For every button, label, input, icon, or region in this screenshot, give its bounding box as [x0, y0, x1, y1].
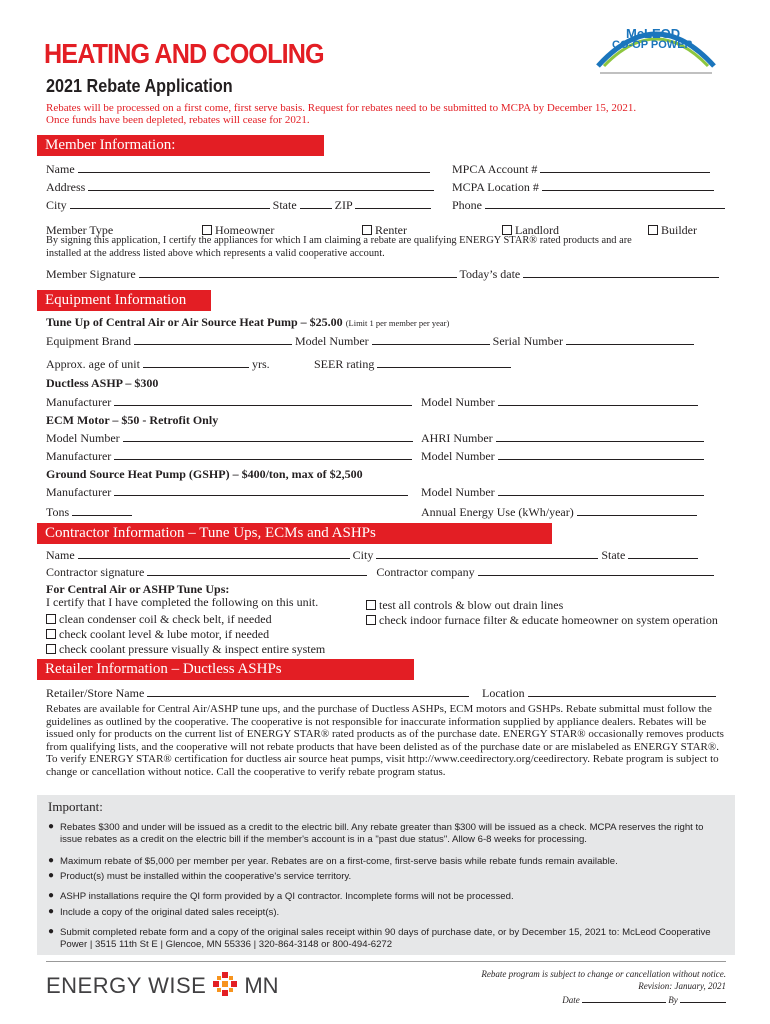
retailer-store-row: [46, 686, 469, 701]
ecm-model-field[interactable]: [123, 431, 413, 442]
phone-label: Phone: [452, 198, 482, 212]
zip-label: ZIP: [334, 198, 353, 212]
tuneup-model-field[interactable]: [372, 334, 490, 345]
gshp-manufacturer-label: Manufacturer: [46, 485, 112, 499]
state-field[interactable]: [300, 198, 332, 209]
important-bullet-text: Submit completed rebate form and a copy of the original sales receipt within 90 days of purchase date, or by December 15, 2021 to: McLeod Cooperative Power | 3515 11th St E | Glencoe, MN 55336 | 320-864-3148 or 800-494-6272: [60, 927, 711, 950]
ecm-title: ECM Motor – $50 - Retrofit Only: [46, 413, 219, 427]
office-date-field[interactable]: [582, 994, 666, 1003]
location-field[interactable]: [542, 180, 714, 191]
certify-line-2: installed at the address listed above which represents a valid cooperative account.: [46, 248, 385, 259]
seer-field[interactable]: [377, 357, 511, 368]
gshp-manufacturer-field[interactable]: [114, 485, 408, 496]
zip-field[interactable]: [355, 198, 431, 209]
important-bullet: [48, 891, 728, 903]
important-bullet: [48, 856, 728, 868]
address-field[interactable]: [88, 180, 434, 191]
condenser-label: clean condenser coil & check belt, if needed: [59, 612, 272, 626]
age-row: [46, 357, 270, 372]
contractor-city-field[interactable]: [376, 548, 598, 559]
member-signature-field[interactable]: [139, 267, 457, 278]
footer-note-2: Revision: January, 2021: [638, 981, 726, 991]
coolant-level-label: check coolant level & lube motor, if needed: [59, 627, 270, 641]
retailer-location-field[interactable]: [528, 686, 716, 697]
contractor-name-row: [46, 548, 698, 563]
member-signature-label: Member Signature: [46, 267, 136, 281]
member-type-label: Member Type: [46, 223, 114, 237]
city-field[interactable]: [70, 198, 270, 209]
name-field[interactable]: [78, 162, 430, 173]
coolant-pressure-label: check coolant pressure visually & inspect entire system: [59, 642, 326, 656]
office-by-field[interactable]: [680, 994, 726, 1003]
contractor-signature-row: [46, 565, 714, 580]
coolant-pressure-checkbox[interactable]: [46, 644, 56, 654]
bullet-icon: ●: [48, 855, 55, 866]
notice-line-2: Once funds have been depleted, rebates will cease for 2021.: [46, 114, 310, 126]
today-date-field[interactable]: [523, 267, 719, 278]
name-label: Name: [46, 162, 75, 176]
seer-row: [314, 357, 511, 372]
serial-field[interactable]: [566, 334, 694, 345]
member-signature-row: [46, 267, 719, 282]
ecm-model-label-2: Model Number: [421, 449, 495, 463]
location-row: [452, 180, 714, 195]
ecm-model-field-2[interactable]: [498, 449, 704, 460]
rebate-terms-paragraph: Rebates are available for Central Air/ASHP tune ups, and the purchase of Ductless ASHPs, ECM motors and GSHPs. Rebate submittal must follow the guidelines as outlined by the cooperative. The cooperative is not responsible for inaccurate information supplied by appliance dealers. Rebates will be issued only for products on the current list of ENERGY STAR® rated products as of the purchase date. ENERGY STAR® occasionally removes products from qualifying lists, and the cooperative will not rebate products that have been delisted as of the purchase date or are mislabeled as ENERGY STAR®. To verify ENERGY STAR® certification for ductless air source heat pumps, visit http://www.ceedirectory.org/ceedirectory. Rebate program is subject to change or cancellation without notice. Call the cooperative to verify rebate program status.: [46, 703, 724, 778]
tuneup-model-label: Model Number: [294, 334, 369, 348]
energy-use-label: Annual Energy Use (kWh/year): [421, 505, 574, 519]
equipment-brand-field[interactable]: [134, 334, 292, 345]
builder-label: Builder: [661, 223, 697, 237]
important-bullet: [48, 907, 728, 919]
ecm-model-row: [46, 431, 413, 446]
contractor-signature-label: Contractor signature: [46, 565, 145, 579]
contractor-company-label: Contractor company: [376, 565, 475, 579]
ductless-manufacturer-row: [46, 395, 412, 410]
ecm-manufacturer-field[interactable]: [114, 449, 412, 460]
contractor-name-field[interactable]: [78, 548, 350, 559]
today-date-label: Today’s date: [459, 267, 521, 281]
notice-line-1: Rebates will be processed on a first come, first serve basis. Request for rebates need to be submitted to MCPA by December 15, 2021.: [46, 102, 637, 114]
important-bullet-text: ASHP installations require the QI form provided by a QI contractor. Incomplete forms will not be processed.: [60, 891, 514, 902]
office-date-row: [562, 994, 726, 1005]
coolant-level-checkbox[interactable]: [46, 629, 56, 639]
homeowner-checkbox[interactable]: [202, 225, 212, 235]
tuneup-title: [46, 315, 449, 330]
gshp-manufacturer-row: [46, 485, 408, 500]
energy-use-row: [421, 505, 697, 520]
tons-field[interactable]: [72, 505, 132, 516]
bullet-icon: ●: [48, 890, 55, 901]
member-section-header: Member Information:: [37, 135, 324, 156]
landlord-checkbox[interactable]: [502, 225, 512, 235]
ductless-model-row: [421, 395, 698, 410]
city-label: City: [46, 198, 67, 212]
retailer-location-row: [482, 686, 716, 701]
ductless-model-field[interactable]: [498, 395, 698, 406]
office-by-label: By: [668, 995, 678, 1005]
address-label: Address: [46, 180, 86, 194]
important-heading: Important:: [48, 799, 103, 814]
gshp-model-field[interactable]: [498, 485, 704, 496]
energy-use-field[interactable]: [577, 505, 697, 516]
contractor-signature-field[interactable]: [147, 565, 367, 576]
contractor-state-field[interactable]: [628, 548, 698, 559]
state-label: State: [272, 198, 297, 212]
bullet-icon: ●: [48, 906, 55, 917]
check-coolant-pressure[interactable]: [46, 642, 325, 657]
tuneup-limit: (Limit 1 per member per year): [345, 318, 450, 328]
energy-wise-text: ENERGY WISE: [46, 973, 207, 998]
serial-label: Serial Number: [492, 334, 563, 348]
member-name-row: [46, 162, 430, 177]
age-label: Approx. age of unit: [46, 357, 140, 371]
account-field[interactable]: [540, 162, 710, 173]
important-bullet: [48, 822, 728, 845]
bullet-icon: ●: [48, 870, 55, 881]
contractor-company-field[interactable]: [478, 565, 714, 576]
important-bullet-text: Maximum rebate of $5,000 per member per year. Rebates are on a first-come, first-serve basis while rebate funds remain available.: [60, 856, 618, 867]
ahri-field[interactable]: [496, 431, 704, 442]
footer-note-1: Rebate program is subject to change or cancellation without notice.: [481, 969, 726, 979]
bullet-icon: ●: [48, 821, 55, 832]
bullet-icon: ●: [48, 926, 55, 937]
important-bullet: [48, 871, 728, 883]
renter-checkbox[interactable]: [362, 225, 372, 235]
gshp-title: Ground Source Heat Pump (GSHP) – $400/ton, max of $2,500: [46, 467, 363, 481]
gshp-model-label: Model Number: [421, 485, 495, 499]
tuneup-title-text: Tune Up of Central Air or Air Source Heat Pump – $25.00: [46, 315, 343, 329]
renter-label: Renter: [375, 223, 407, 237]
ahri-row: [421, 431, 704, 446]
account-row: [452, 162, 710, 177]
member-type-builder[interactable]: [648, 223, 697, 238]
location-label: MCPA Location #: [452, 180, 539, 194]
member-address-row: [46, 180, 434, 195]
contractor-tuneup-title: For Central Air or ASHP Tune Ups:: [46, 582, 230, 596]
store-name-field[interactable]: [147, 686, 469, 697]
member-city-row: [46, 198, 431, 213]
controls-checkbox[interactable]: [366, 600, 376, 610]
check-controls[interactable]: [366, 598, 563, 613]
ductless-title: Ductless ASHP – $300: [46, 376, 159, 390]
page-subtitle: 2021 Rebate Application: [46, 76, 233, 96]
ecm-model-label: Model Number: [46, 431, 120, 445]
filter-label: check indoor furnace filter & educate homeowner on system operation: [379, 613, 718, 627]
logo-text-2: CO‑OP POWER: [612, 39, 693, 51]
check-filter[interactable]: [366, 613, 718, 628]
important-bullet: [48, 927, 728, 950]
ecm-manufacturer-row: [46, 449, 412, 464]
page-title: HEATING AND COOLING: [44, 38, 324, 69]
retailer-section-header: Retailer Information – Ductless ASHPs: [37, 659, 414, 680]
filter-checkbox[interactable]: [366, 615, 376, 625]
energy-wise-mark-icon: [213, 972, 237, 996]
check-condenser[interactable]: [46, 612, 272, 627]
cooperative-logo: [590, 8, 722, 80]
energy-wise-logo: [46, 972, 279, 1002]
equipment-section-header: Equipment Information: [37, 290, 211, 311]
footer-divider: [46, 961, 726, 962]
account-label: MPCA Account #: [452, 162, 538, 176]
contractor-state-label: State: [601, 548, 626, 562]
certify-line-1: By signing this application, I certify the appliances for which I am claiming a rebate are qualifying ENERGY STAR® rated products and are: [46, 235, 632, 246]
mn-text: MN: [244, 973, 279, 998]
age-unit: yrs.: [251, 357, 270, 371]
seer-label: SEER rating: [314, 357, 375, 371]
age-field[interactable]: [143, 357, 249, 368]
landlord-label: Landlord: [515, 223, 559, 237]
phone-field[interactable]: [485, 198, 725, 209]
builder-checkbox[interactable]: [648, 225, 658, 235]
tons-label: Tons: [46, 505, 70, 519]
contractor-section-header: Contractor Information – Tune Ups, ECMs and ASHPs: [37, 523, 552, 544]
store-name-label: Retailer/Store Name: [46, 686, 145, 700]
contractor-certify: I certify that I have completed the following on this unit.: [46, 595, 319, 609]
condenser-checkbox[interactable]: [46, 614, 56, 624]
ecm-manufacturer-label: Manufacturer: [46, 449, 112, 463]
equipment-brand-label: Equipment Brand: [46, 334, 131, 348]
ductless-manufacturer-field[interactable]: [114, 395, 412, 406]
contractor-name-label: Name: [46, 548, 75, 562]
office-date-label: Date: [562, 995, 580, 1005]
important-bullet-text: Product(s) must be installed within the cooperative's service territory.: [60, 871, 352, 882]
tons-row: [46, 505, 132, 520]
ductless-model-label: Model Number: [421, 395, 495, 409]
equipment-brand-row: [46, 334, 694, 349]
ahri-label: AHRI Number: [421, 431, 493, 445]
check-coolant-level[interactable]: [46, 627, 269, 642]
phone-row: [452, 198, 725, 213]
ecm-model-row-2: [421, 449, 704, 464]
important-bullet-text: Include a copy of the original dated sales receipt(s).: [60, 907, 280, 918]
homeowner-label: Homeowner: [215, 223, 275, 237]
retailer-location-label: Location: [482, 686, 525, 700]
logo-text-1: McLEOD: [626, 26, 681, 41]
gshp-model-row: [421, 485, 704, 500]
ductless-manufacturer-label: Manufacturer: [46, 395, 112, 409]
important-bullet-text: Rebates $300 and under will be issued as a credit to the electric bill. Any rebate greater than $300 will be issued as a check. MCPA reserves the right to issue rebates as a credit on the electric bill if the member's account is in a "past due status". Allow 6-8 weeks for processing.: [60, 822, 704, 845]
contractor-city-label: City: [352, 548, 374, 562]
controls-label: test all controls & blow out drain lines: [379, 598, 564, 612]
